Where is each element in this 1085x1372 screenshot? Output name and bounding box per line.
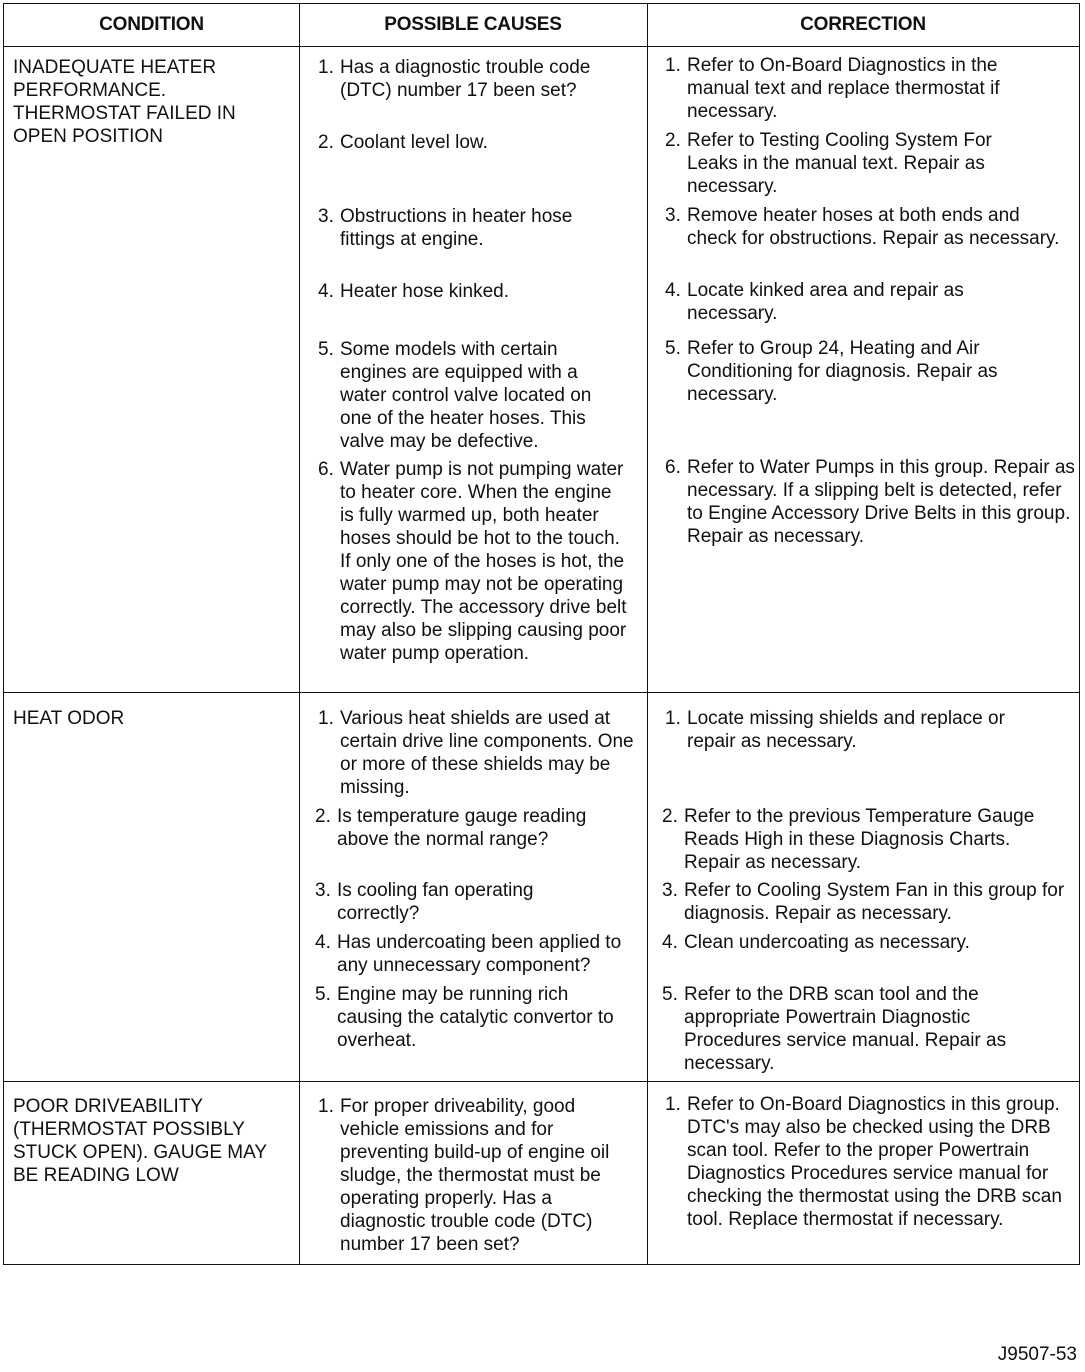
correction-item: 3. Refer to Cooling System Fan in this group for diagnosis. Repair as necessary.	[662, 880, 1065, 924]
cause-item: 1. Various heat shields are used at certain drive line components. One or more of these shields may be missing.	[318, 708, 634, 798]
cause-item: 4. Has undercoating been applied to any unnecessary component?	[315, 932, 622, 976]
column-divider	[299, 4, 300, 1264]
correction-item: 2. Refer to Testing Cooling System For Leaks in the manual text. Repair as necessary.	[665, 130, 992, 197]
correction-item: 1. Refer to On-Board Diagnostics in the manual text and replace thermostat if necessary.	[665, 55, 1000, 122]
column-divider	[647, 4, 648, 1264]
cause-item: 6. Water pump is not pumping water to heater core. When the engine is fully warmed up, both heater hoses should be hot to the touch. If only one of the hoses is hot, the water pump may not be operating correctly. The accessory drive belt may also be slipping causing poor water pump operation.	[318, 459, 627, 664]
correction-item: 6. Refer to Water Pumps in this group. Repair as necessary. If a slipping belt is detected, refer to Engine Accessory Drive Belts in this group. Repair as necessary.	[665, 457, 1075, 547]
cause-item: 1. Has a diagnostic trouble code (DTC) number 17 been set?	[318, 57, 591, 101]
correction-item: 1. Refer to On-Board Diagnostics in this group. DTC's may also be checked using the DRB scan tool. Refer to the proper Powertrain Diagnostics Procedures service manual for checking the thermostat using the DRB scan tool. Replace thermostat if necessary.	[665, 1094, 1062, 1230]
correction-item: 1. Locate missing shields and replace or repair as necessary.	[665, 708, 1005, 752]
correction-item: 4. Clean undercoating as necessary.	[662, 932, 970, 953]
condition-cell: INADEQUATE HEATER PERFORMANCE. THERMOSTAT FAILED IN OPEN POSITION	[13, 57, 236, 147]
correction-item: 2. Refer to the previous Temperature Gauge Reads High in these Diagnosis Charts. Repair as necessary.	[662, 806, 1035, 873]
condition-cell: POOR DRIVEABILITY (THERMOSTAT POSSIBLY STUCK OPEN). GAUGE MAY BE READING LOW	[13, 1096, 267, 1186]
correction-item: 5. Refer to the DRB scan tool and the appropriate Powertrain Diagnostic Procedures service manual. Repair as necessary.	[662, 984, 1007, 1074]
condition-cell: HEAT ODOR	[13, 708, 125, 729]
row-divider	[4, 46, 1079, 47]
row-divider	[4, 1081, 1079, 1082]
correction-item: 4. Locate kinked area and repair as necessary.	[665, 280, 964, 324]
figure-code: J9507-53	[997, 1344, 1077, 1365]
header-correction: CORRECTION	[800, 14, 926, 35]
cause-item: 1. For proper driveability, good vehicle emissions and for preventing build-up of engine oil sludge, the thermostat must be operating properly. Has a diagnostic trouble code (DTC) number 17 been set?	[318, 1096, 610, 1255]
cause-item: 5. Engine may be running rich causing the catalytic convertor to overheat.	[315, 984, 614, 1051]
cause-item: 3. Obstructions in heater hose fittings at engine.	[318, 206, 573, 250]
correction-item: 5. Refer to Group 24, Heating and Air Conditioning for diagnosis. Repair as necessary.	[665, 338, 998, 405]
cause-item: 2. Coolant level low.	[318, 132, 488, 153]
cause-item: 3. Is cooling fan operating correctly?	[315, 880, 534, 924]
row-divider	[4, 692, 1079, 693]
header-possible-causes: POSSIBLE CAUSES	[384, 14, 562, 35]
correction-item: 3. Remove heater hoses at both ends and check for obstructions. Repair as necessary.	[665, 205, 1060, 249]
cause-item: 4. Heater hose kinked.	[318, 281, 509, 302]
header-condition: CONDITION	[99, 14, 204, 35]
cause-item: 5. Some models with certain engines are equipped with a water control valve located on one of the heater hoses. This valve may be defective.	[318, 339, 592, 452]
diagnosis-table	[3, 3, 1080, 1265]
cause-item: 2. Is temperature gauge reading above the normal range?	[315, 806, 587, 850]
